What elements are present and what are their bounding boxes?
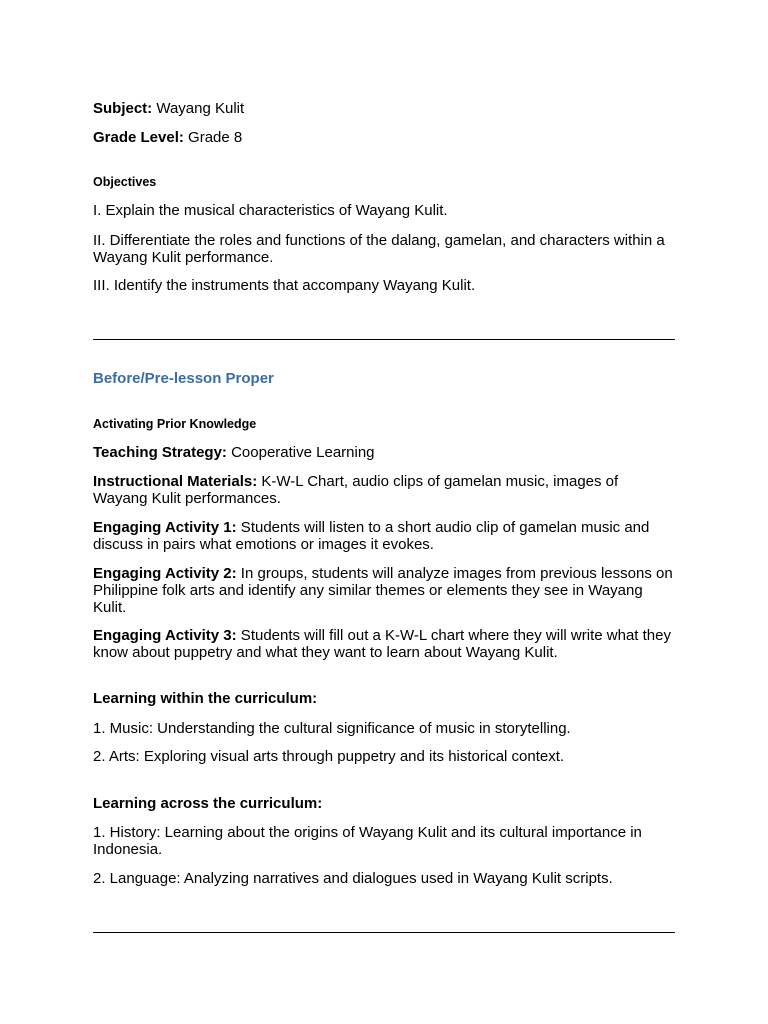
within-curriculum-item-1: 1. Music: Understanding the cultural significance of music in storytelling. <box>93 720 571 737</box>
engaging-activity-3-value: Students will fill out a K-W-L chart where they will write what they know about puppetry and what they want to learn about Wayang Kulit. <box>93 627 671 661</box>
subject-label: Subject: <box>93 100 153 117</box>
learning-within-curriculum-heading: Learning within the curriculum: <box>93 690 318 707</box>
grade-level-label: Grade Level: <box>93 129 184 146</box>
engaging-activity-3-line <box>93 627 675 661</box>
engaging-activity-2-value: In groups, students will analyze images from previous lessons on Philippine folk arts and identify any similar themes or elements they see in Wayang Kulit. <box>93 565 673 616</box>
grade-level-line <box>93 129 675 146</box>
across-curriculum-item-2: 2. Language: Analyzing narratives and dialogues used in Wayang Kulit scripts. <box>93 870 613 887</box>
objectives-heading: Objectives <box>93 175 157 189</box>
instructional-materials-value: K-W-L Chart, audio clips of gamelan music, images of Wayang Kulit performances. <box>93 473 619 507</box>
section-divider-bottom <box>93 932 675 933</box>
within-curriculum-item-2: 2. Arts: Exploring visual arts through puppetry and its historical context. <box>93 748 565 765</box>
engaging-activity-2-line <box>93 565 675 616</box>
objective-item-1: I. Explain the musical characteristics of Wayang Kulit. <box>93 202 448 219</box>
subject-value: Wayang Kulit <box>152 100 245 117</box>
section-divider <box>93 339 675 340</box>
teaching-strategy-line <box>93 444 675 461</box>
engaging-activity-2-label: Engaging Activity 2: <box>93 565 237 582</box>
across-curriculum-item-1: 1. History: Learning about the origins of Wayang Kulit and its cultural importance in Indonesia. <box>93 824 642 858</box>
subject-line <box>93 100 675 117</box>
instructional-materials-label: Instructional Materials: <box>93 473 258 490</box>
engaging-activity-1-label: Engaging Activity 1: <box>93 519 237 536</box>
before-lesson-heading: Before/Pre-lesson Proper <box>93 370 274 387</box>
instructional-materials-line <box>93 473 675 507</box>
engaging-activity-1-value: Students will listen to a short audio clip of gamelan music and discuss in pairs what emotions or images it evokes. <box>93 519 650 553</box>
objective-item-3: III. Identify the instruments that accompany Wayang Kulit. <box>93 277 476 294</box>
grade-level-value: Grade 8 <box>183 129 243 146</box>
learning-across-curriculum-heading: Learning across the curriculum: <box>93 795 323 812</box>
engaging-activity-3-label: Engaging Activity 3: <box>93 627 237 644</box>
engaging-activity-1-line <box>93 519 675 553</box>
teaching-strategy-value: Cooperative Learning <box>226 444 375 461</box>
objective-item-2: II. Differentiate the roles and functions of the dalang, gamelan, and characters within a Wayang Kulit performance. <box>93 232 665 266</box>
teaching-strategy-label: Teaching Strategy: <box>93 444 227 461</box>
activating-prior-knowledge-heading: Activating Prior Knowledge <box>93 417 257 431</box>
